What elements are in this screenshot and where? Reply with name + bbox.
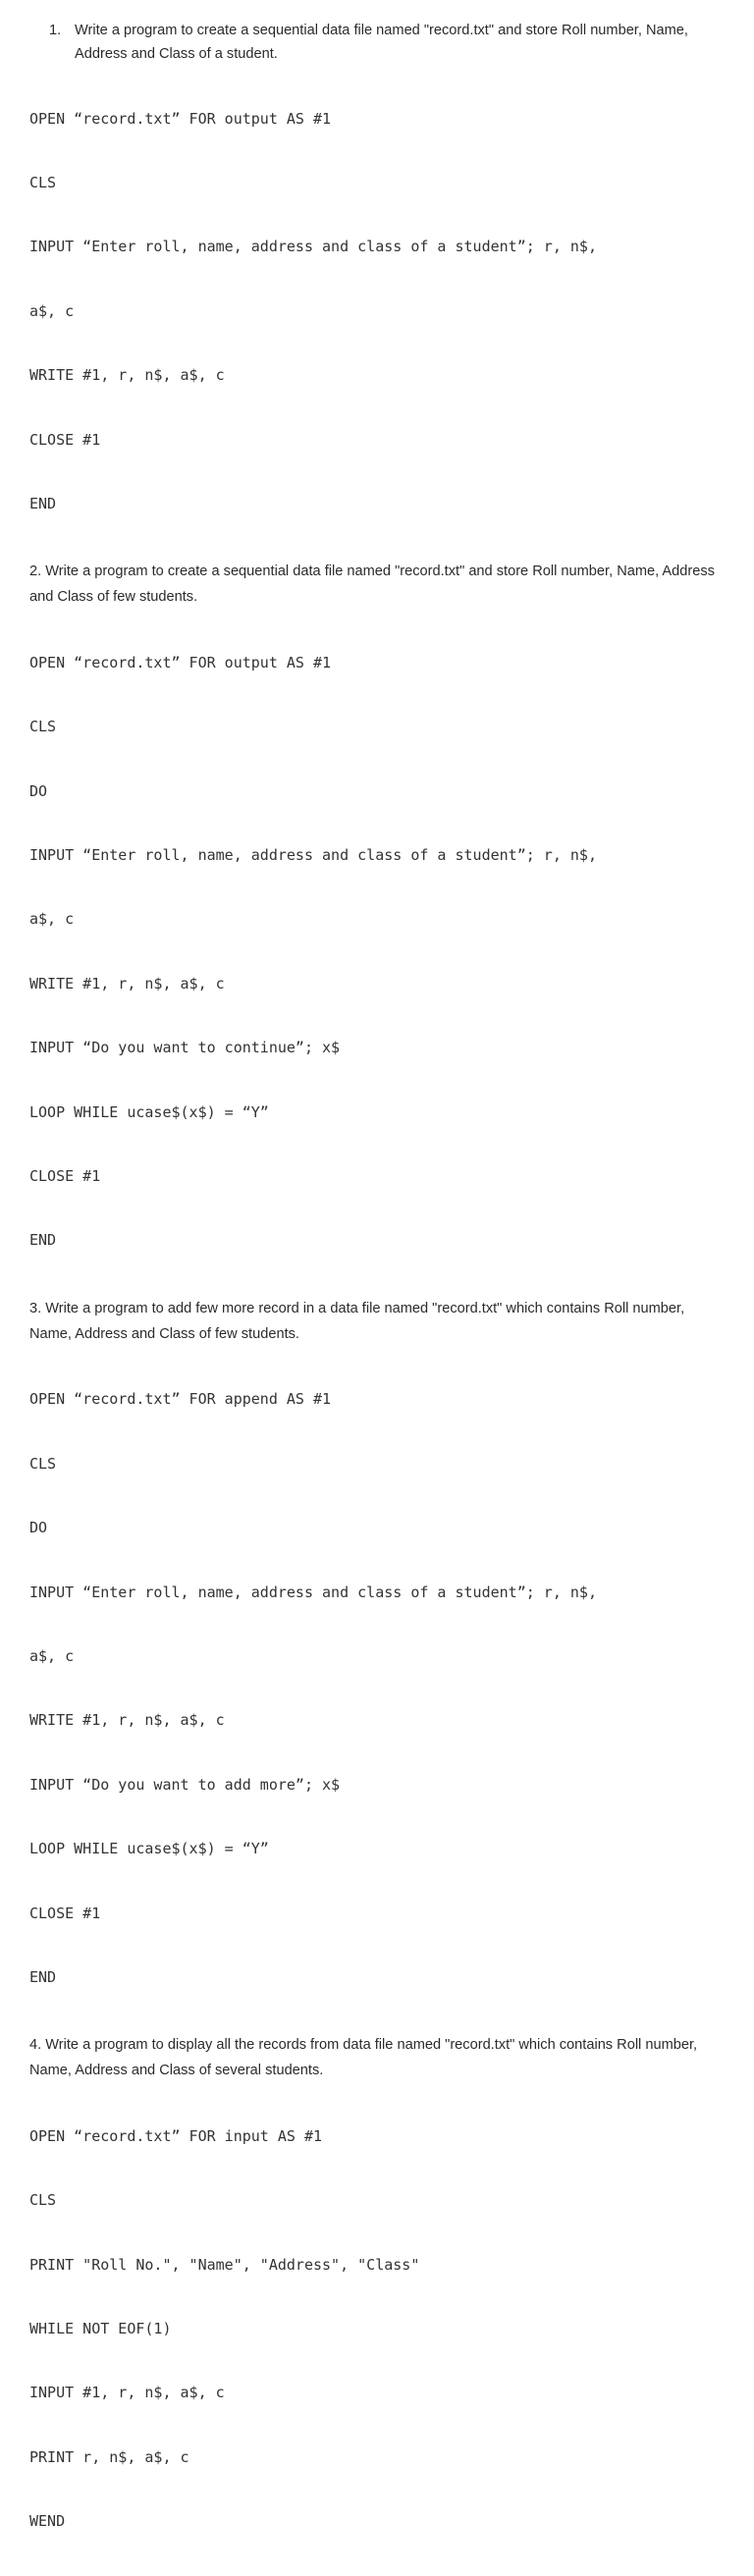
code-line: WEND bbox=[29, 2512, 66, 2531]
code-line: PRINT "Roll No.", "Name", "Address", "Class" bbox=[29, 2255, 420, 2274]
code-line: OPEN “record.txt” FOR append AS #1 bbox=[29, 1390, 332, 1409]
code-line: END bbox=[29, 494, 57, 512]
code-line: INPUT “Do you want to continue”; x$ bbox=[29, 1039, 341, 1057]
code-line: CLOSE #1 bbox=[29, 1167, 101, 1186]
code-line: a$, c bbox=[29, 1646, 75, 1665]
code-line: END bbox=[29, 1967, 57, 1986]
code-line: a$, c bbox=[29, 301, 75, 320]
section-1 bbox=[0, 0, 754, 558]
code-line: CLS bbox=[29, 2191, 57, 2210]
code-line: INPUT “Enter roll, name, address and class of a student”; r, n$, bbox=[29, 846, 597, 865]
code-line: LOOP WHILE ucase$(x$) = “Y” bbox=[29, 1102, 269, 1121]
code-block-2 bbox=[0, 610, 754, 1295]
code-line: OPEN “record.txt” FOR input AS #1 bbox=[29, 2126, 323, 2145]
question-1-text: Write a program to create a sequential data file named "record.txt" and store Roll number, Name, Address and Class of a student. bbox=[75, 23, 688, 62]
section-2 bbox=[0, 559, 754, 1295]
code-line: INPUT “Do you want to add more”; x$ bbox=[29, 1775, 341, 1794]
code-line: INPUT “Enter roll, name, address and class of a student”; r, n$, bbox=[29, 238, 597, 256]
code-line: INPUT “Enter roll, name, address and class of a student”; r, n$, bbox=[29, 1583, 597, 1601]
question-4-text: 4. Write a program to display all the records from data file named "record.txt" which contains Roll number, Name, Address and Class of several students. bbox=[29, 2037, 698, 2079]
code-line: WRITE #1, r, n$, a$, c bbox=[29, 974, 225, 993]
code-line: WRITE #1, r, n$, a$, c bbox=[29, 1711, 225, 1730]
code-line: WRITE #1, r, n$, a$, c bbox=[29, 366, 225, 385]
code-line: END bbox=[29, 1231, 57, 1250]
code-block-3 bbox=[0, 1347, 754, 2032]
code-line: CLS bbox=[29, 718, 57, 736]
code-block-1 bbox=[0, 66, 754, 558]
code-line: INPUT #1, r, n$, a$, c bbox=[29, 2384, 225, 2402]
section-3 bbox=[0, 1296, 754, 2032]
code-line: DO bbox=[29, 781, 48, 800]
code-line: CLS bbox=[29, 1454, 57, 1473]
code-line: CLOSE #1 bbox=[29, 430, 101, 449]
code-line: DO bbox=[29, 1519, 48, 1537]
code-line: a$, c bbox=[29, 910, 75, 929]
code-line: LOOP WHILE ucase$(x$) = “Y” bbox=[29, 1840, 269, 1858]
section-4 bbox=[0, 2032, 754, 2575]
code-block-4 bbox=[0, 2083, 754, 2575]
question-1 bbox=[0, 0, 754, 66]
question-3-text: 3. Write a program to add few more record in a data file named "record.txt" which contains Roll number, Name, Address and Class of few students. bbox=[29, 1300, 685, 1342]
code-line: OPEN “record.txt” FOR output AS #1 bbox=[29, 109, 332, 128]
code-line: CLOSE #1 bbox=[29, 1904, 101, 1922]
question-2-text: 2. Write a program to create a sequential data file named "record.txt" and store Roll number, Name, Address and Class of few students. bbox=[29, 564, 715, 606]
code-line: OPEN “record.txt” FOR output AS #1 bbox=[29, 653, 332, 671]
code-line: WHILE NOT EOF(1) bbox=[29, 2320, 172, 2338]
code-line: PRINT r, n$, a$, c bbox=[29, 2447, 189, 2466]
question-1-number: 1. bbox=[49, 23, 62, 38]
code-line: CLS bbox=[29, 173, 57, 191]
